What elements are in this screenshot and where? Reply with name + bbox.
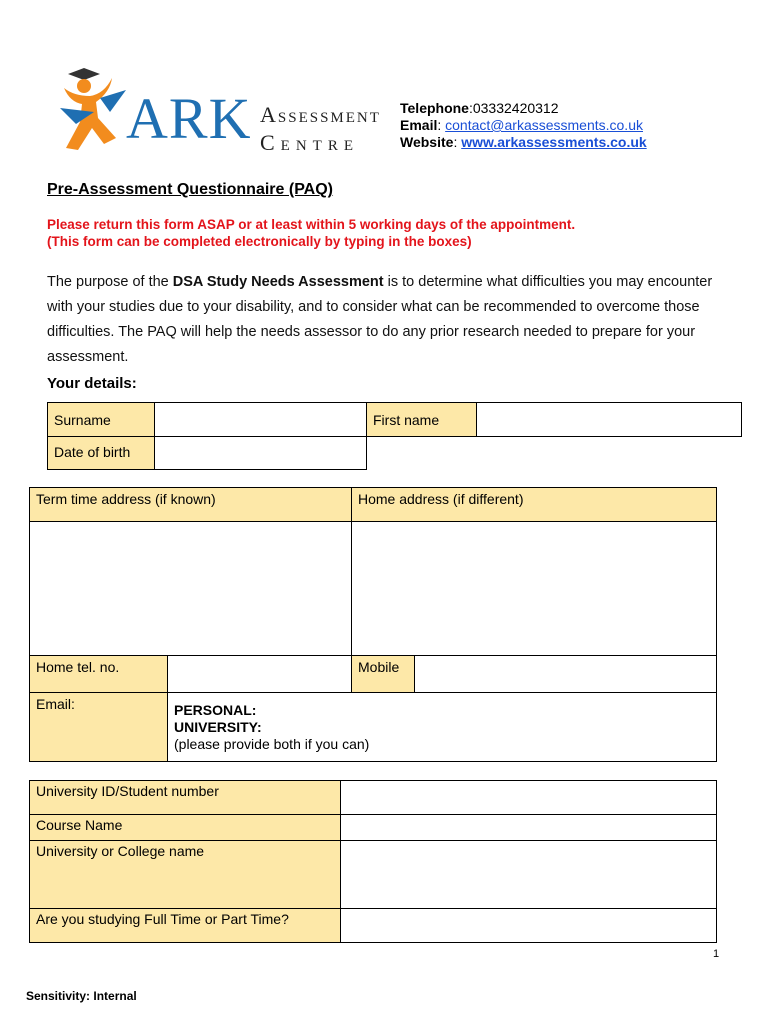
intro-post: is to determine what difficulties you may encounter with your studies due to your disability, and to consider what can be recommended to overcome those difficulties. The PAQ will help the needs assessor to do any prior research needed to prepare for your assessment. (47, 274, 713, 365)
university-label: UNIVERSITY: (174, 719, 262, 735)
contact-block (400, 100, 647, 151)
dob-label: Date of birth (54, 444, 131, 460)
mobile-label-cell (352, 656, 415, 693)
intro-bold: DSA Study Needs Assessment (172, 274, 384, 290)
email-label-cell (30, 693, 168, 762)
page-number: 1 (713, 948, 720, 960)
mode-field[interactable] (341, 909, 717, 943)
telephone-label: Telephone (400, 100, 469, 116)
email-line (400, 117, 647, 134)
email-link[interactable]: contact@arkassessments.co.uk (445, 117, 643, 133)
personal-details-table (47, 402, 742, 470)
term-address-label: Term time address (if known) (36, 491, 216, 507)
dob-label-cell (48, 437, 155, 470)
personal-label: PERSONAL: (174, 702, 257, 718)
course-field[interactable] (341, 815, 717, 841)
surname-label: Surname (54, 412, 111, 428)
mode-label-cell (30, 909, 341, 943)
student-id-label: University ID/Student number (36, 783, 219, 799)
surname-label-cell (48, 403, 155, 437)
email-field[interactable] (168, 693, 717, 762)
college-label: University or College name (36, 843, 205, 859)
home-tel-label: Home tel. no. (36, 659, 120, 675)
notice-line2: (This form can be completed electronically by typing in the boxes) (47, 234, 472, 249)
study-details-table (29, 780, 717, 943)
your-details-heading: Your details: (47, 375, 137, 392)
logo-ark-text: ARK (126, 86, 252, 151)
sensitivity-label: Sensitivity: Internal (26, 989, 137, 1003)
website-label: Website (400, 134, 454, 150)
both-note: (please provide both if you can) (174, 736, 370, 752)
dob-field[interactable] (155, 437, 367, 470)
email-label: Email (400, 117, 438, 133)
first-name-label: First name (373, 412, 440, 428)
surname-field[interactable] (155, 403, 367, 437)
intro-paragraph (47, 270, 727, 370)
intro-pre: The purpose of the (47, 274, 173, 290)
mobile-label: Mobile (358, 659, 400, 675)
telephone-line (400, 100, 647, 117)
empty-cell (367, 437, 742, 470)
website-link[interactable]: www.arkassessments.co.uk (461, 134, 647, 150)
first-name-label-cell (367, 403, 477, 437)
student-id-field[interactable] (341, 781, 717, 815)
website-sep: : (453, 134, 462, 150)
term-address-field[interactable] (30, 522, 352, 656)
home-address-label-cell (352, 488, 717, 522)
home-address-label: Home address (if different) (358, 491, 524, 507)
home-address-field[interactable] (352, 522, 717, 656)
logo-figure-icon (60, 68, 130, 158)
email-row-label: Email: (36, 696, 75, 712)
home-tel-field[interactable] (168, 656, 352, 693)
college-field[interactable] (341, 841, 717, 909)
notice-line1: Please return this form ASAP or at least within 5 working days of the appointment. (47, 217, 576, 232)
website-line (400, 134, 647, 151)
first-name-field[interactable] (477, 403, 742, 437)
student-id-label-cell (30, 781, 341, 815)
address-table (29, 487, 717, 762)
college-label-cell (30, 841, 341, 909)
course-label: Course Name (36, 817, 123, 833)
logo-line2: Centre (260, 130, 359, 155)
return-notice (47, 216, 747, 250)
logo (60, 68, 390, 158)
logo-line1: Assessment (260, 102, 381, 127)
mode-label: Are you studying Full Time or Part Time? (36, 911, 289, 927)
telephone-value: :03332420312 (468, 100, 559, 116)
page-title: Pre-Assessment Questionnaire (PAQ) (47, 181, 334, 198)
course-label-cell (30, 815, 341, 841)
email-sep: : (437, 117, 446, 133)
term-address-label-cell (30, 488, 352, 522)
home-tel-label-cell (30, 656, 168, 693)
mobile-field[interactable] (415, 656, 717, 693)
